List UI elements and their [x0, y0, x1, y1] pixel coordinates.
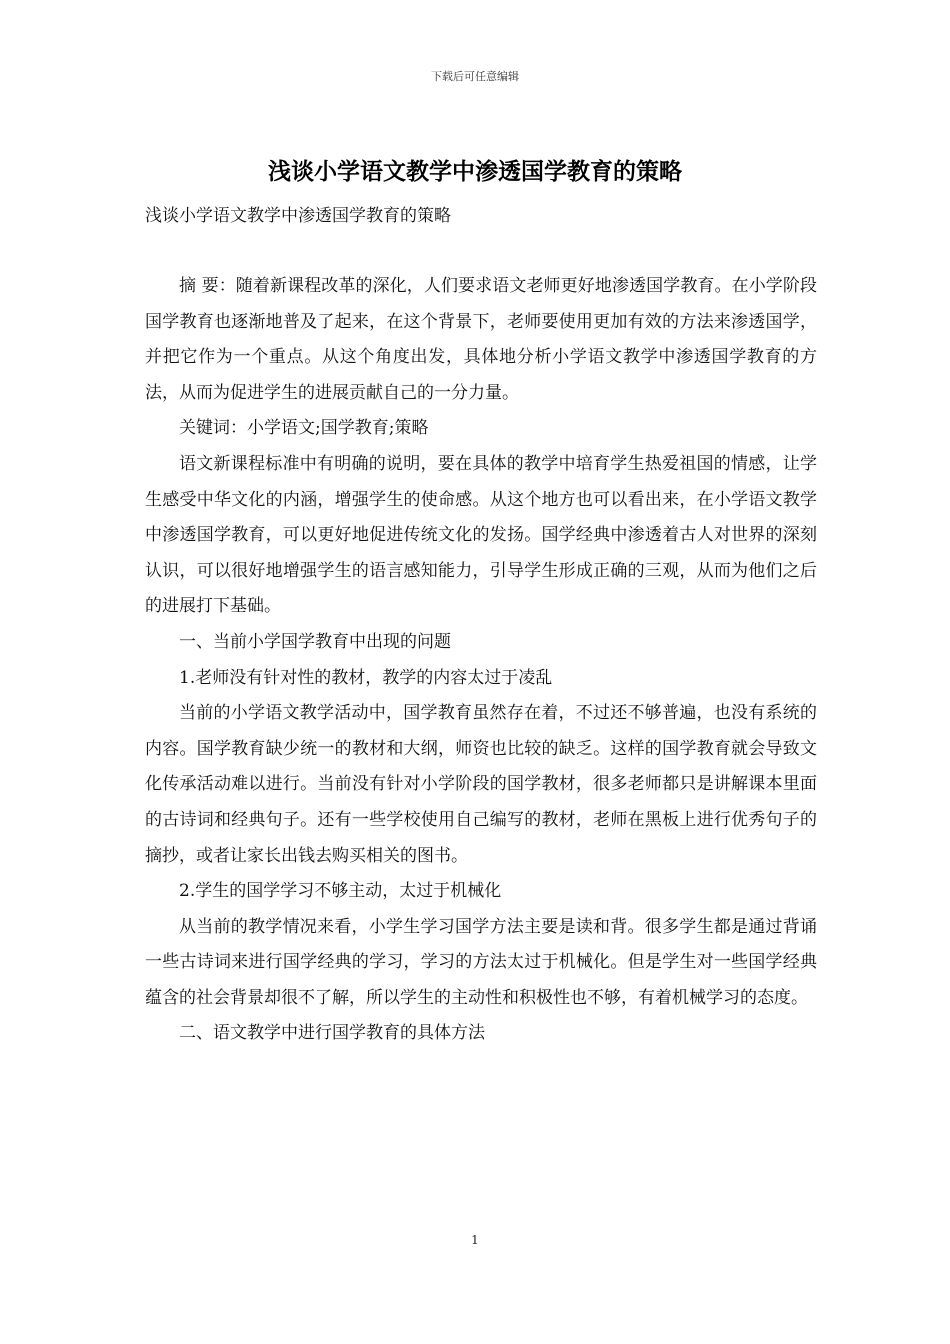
subsection-heading-2: 2.学生的国学学习不够主动，太过于机械化	[179, 881, 502, 902]
keywords-paragraph: 关键词：小学语文;国学教育;策略	[179, 418, 429, 439]
section-heading-2: 二、语文教学中进行国学教育的具体方法	[179, 1023, 485, 1044]
document-title: 浅谈小学语文教学中渗透国学教育的策略	[268, 158, 682, 185]
subsection-heading-1: 1.老师没有针对性的教材，教学的内容太过于凌乱	[179, 667, 553, 688]
body-paragraph: 当前的小学语文教学活动中，国学教育虽然存在着，不过还不够普遍，也没有系统的内容。国学教育缺少统一的教材和大纲，师资也比较的缺乏。这样的国学教育就会导致文化传承活动难以进行。当前没有针对小学阶段的国学教材，很多老师都只是讲解课本里面的古诗词和经典句子。还有一些学校使用自己编写的教材，老师在黑板上进行优秀句子的摘抄，或者让家长出钱去购买相关的图书。	[145, 703, 817, 866]
document-body	[145, 269, 817, 1052]
header-note: 下载后可任意编辑	[431, 70, 519, 83]
document-subtitle: 浅谈小学语文教学中渗透国学教育的策略	[145, 206, 451, 226]
abstract-paragraph: 摘 要：随着新课程改革的深化，人们要求语文老师更好地渗透国学教育。在小学阶段国学教育也逐渐地普及了起来，在这个背景下，老师要使用更加有效的方法来渗透国学，并把它作为一个重点。从这个角度出发，具体地分析小学语文教学中渗透国学教育的方法，从而为促进学生的进展贡献自己的一分力量。	[145, 276, 817, 403]
body-paragraph: 从当前的教学情况来看，小学生学习国学方法主要是读和背。很多学生都是通过背诵一些古诗词来进行国学经典的学习，学习的方法太过于机械化。但是学生对一些国学经典蕴含的社会背景却很不了解，所以学生的主动性和积极性也不够，有着机械学习的态度。	[145, 916, 817, 1008]
page-number: 1	[471, 1233, 479, 1247]
intro-paragraph: 语文新课程标准中有明确的说明，要在具体的教学中培育学生热爱祖国的情感，让学生感受中华文化的内涵，增强学生的使命感。从这个地方也可以看出来，在小学语文教学中渗透国学教育，可以更好地促进传统文化的发扬。国学经典中渗透着古人对世界的深刻认识，可以很好地增强学生的语言感知能力，引导学生形成正确的三观，从而为他们之后的进展打下基础。	[145, 453, 817, 617]
section-heading-1: 一、当前小学国学教育中出现的问题	[179, 631, 451, 652]
